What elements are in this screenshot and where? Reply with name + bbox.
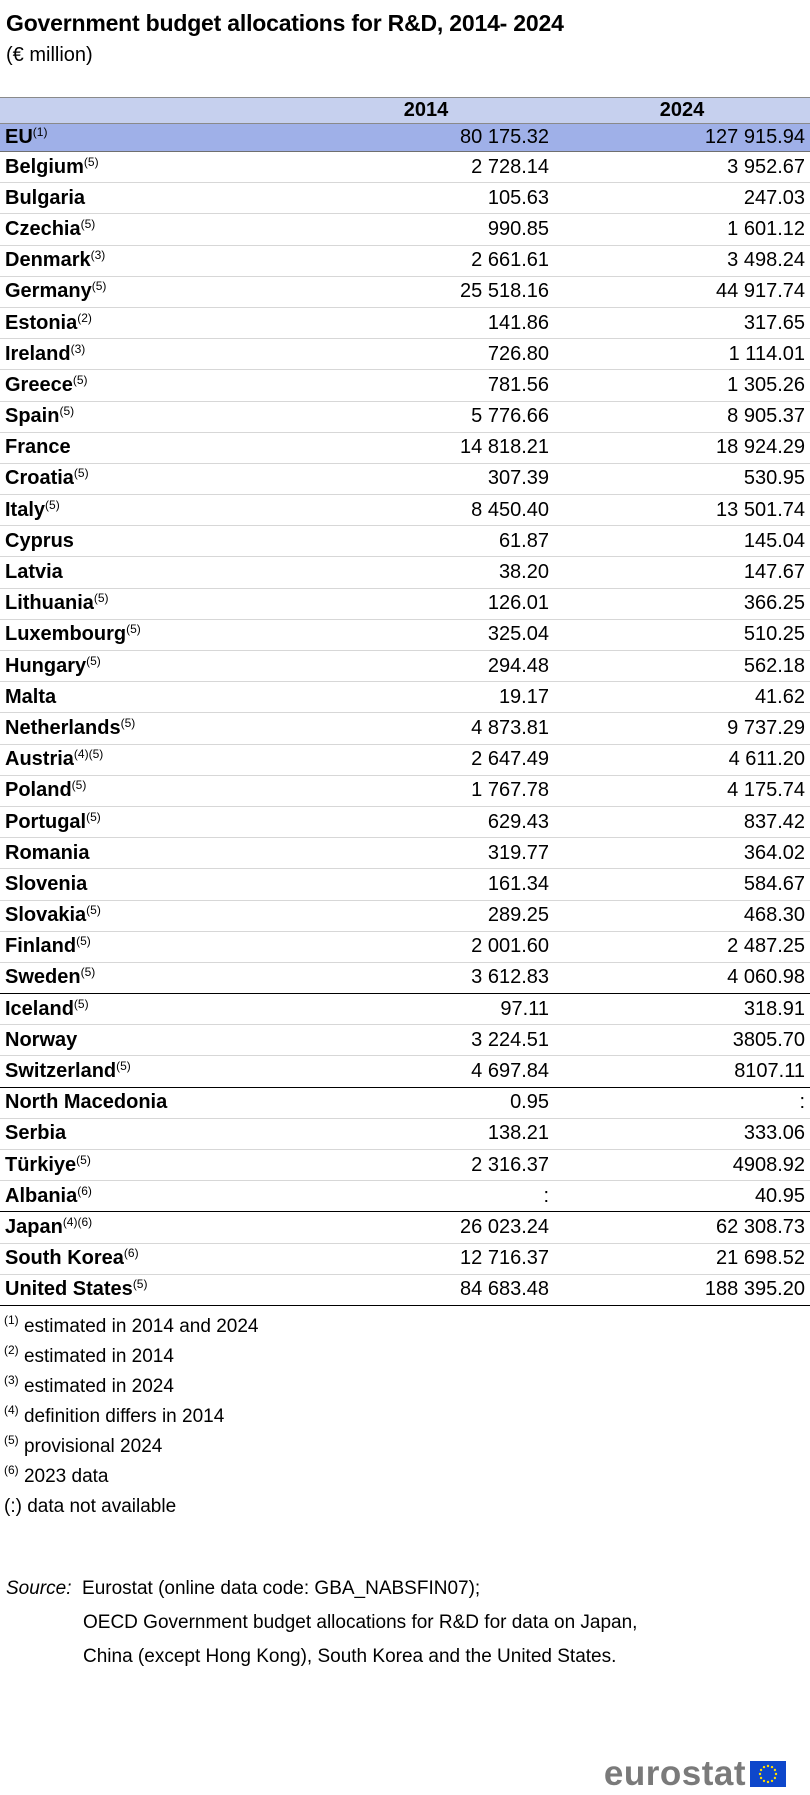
value-2024: 4 611.20 (554, 744, 810, 775)
row-label (0, 651, 298, 682)
value-2014: 126.01 (298, 588, 554, 619)
footnote-marker: (5) (126, 622, 141, 637)
footnote-marker: (5) (80, 216, 96, 231)
country-name: Switzerland (5, 1060, 117, 1083)
footnote-mark: (2) (4, 1343, 19, 1357)
row-label (0, 744, 298, 775)
value-2024: 4908.92 (554, 1150, 810, 1181)
table-row (0, 1212, 810, 1243)
source-line-1: Eurostat (online data code: GBA_NABSFIN07); (82, 1578, 481, 1599)
row-label (0, 370, 298, 401)
country-name: Cyprus (5, 529, 74, 552)
value-2014: 1 767.78 (298, 775, 554, 806)
table-row (0, 370, 810, 401)
value-2024: 247.03 (554, 183, 810, 214)
table-row (0, 994, 810, 1025)
country-name: Czechia (5, 217, 81, 240)
value-2024: 3805.70 (554, 1025, 810, 1056)
value-2014: 97.11 (298, 994, 554, 1025)
footnote-marker: (5) (86, 809, 101, 824)
value-2014: 8 450.40 (298, 495, 554, 526)
table-row (0, 619, 810, 650)
value-2014: 4 873.81 (298, 713, 554, 744)
footnote-item (4, 1492, 258, 1522)
row-label (0, 775, 298, 806)
footnote-marker: (4)(5) (73, 747, 104, 762)
table-row (0, 1243, 810, 1274)
table-row (0, 1118, 810, 1149)
value-2024: 1 114.01 (554, 339, 810, 370)
footnote-marker: (5) (72, 372, 88, 387)
country-name: Austria (5, 748, 74, 771)
country-name: Germany (5, 280, 92, 303)
country-name: Serbia (5, 1122, 67, 1145)
country-name: Sweden (5, 966, 81, 989)
country-name: Türkiye (5, 1153, 77, 1176)
country-name: Bulgaria (5, 186, 86, 209)
table-row (0, 1025, 810, 1056)
footnote-marker: (3) (70, 341, 86, 356)
flag-star (763, 1780, 765, 1782)
country-name: Latvia (5, 561, 63, 584)
flag-star (759, 1773, 761, 1775)
value-2024: 333.06 (554, 1118, 810, 1149)
row-label (0, 1212, 298, 1243)
country-name: France (5, 436, 71, 459)
row-label (0, 994, 298, 1025)
country-name: Estonia (5, 311, 78, 334)
value-2024: 44 917.74 (554, 276, 810, 307)
footnote-text: definition differs in 2014 (23, 1406, 225, 1427)
footnote-mark: (3) (4, 1373, 19, 1387)
table-row (0, 900, 810, 931)
footnote-marker: (5) (45, 497, 60, 512)
footnote-marker: (5) (116, 1059, 131, 1074)
value-2024: 530.95 (554, 463, 810, 494)
country-name: EU (5, 126, 33, 148)
country-name: Hungary (5, 654, 87, 677)
flag-star (771, 1780, 773, 1782)
eurostat-logo (604, 1756, 786, 1792)
footnote-item (4, 1312, 258, 1342)
row-label (0, 276, 298, 307)
table-row (0, 588, 810, 619)
table-row (0, 1181, 810, 1212)
table-row (0, 152, 810, 183)
footnote-marker: (5) (93, 591, 109, 606)
value-2024: 4 060.98 (554, 962, 810, 993)
table-row (0, 463, 810, 494)
row-label (0, 183, 298, 214)
value-2024: 2 487.25 (554, 931, 810, 962)
value-2014: 0.95 (298, 1087, 554, 1118)
column-header-2014: 2014 (298, 98, 554, 124)
row-label (0, 1118, 298, 1149)
table-row (0, 651, 810, 682)
table-row (0, 931, 810, 962)
footnote-marker: (5) (91, 279, 107, 294)
source-label: Source: (6, 1578, 72, 1599)
table-row (0, 526, 810, 557)
country-name: Luxembourg (5, 623, 127, 646)
value-2014: 19.17 (298, 682, 554, 713)
value-2014: 2 661.61 (298, 245, 554, 276)
row-label (0, 557, 298, 588)
country-name: Japan (5, 1215, 63, 1238)
row-label (0, 214, 298, 245)
country-name: North Macedonia (5, 1091, 168, 1114)
footnote-marker: (5) (83, 154, 99, 169)
table-row (0, 307, 810, 338)
row-label (0, 526, 298, 557)
country-name: Croatia (5, 467, 74, 490)
table-row (0, 495, 810, 526)
table-row (0, 775, 810, 806)
value-2014: 25 518.16 (298, 276, 554, 307)
footnote-item (4, 1342, 258, 1372)
row-label (0, 588, 298, 619)
table-row (0, 1087, 810, 1118)
value-2014: 14 818.21 (298, 432, 554, 463)
footnote-text: estimated in 2024 (23, 1376, 174, 1397)
value-2014: : (298, 1181, 554, 1212)
footnote-item (4, 1432, 258, 1462)
value-2014: 990.85 (298, 214, 554, 245)
country-name: Netherlands (5, 716, 121, 739)
country-name: Ireland (5, 342, 71, 365)
eu-flag-icon (750, 1761, 786, 1787)
value-2024: 21 698.52 (554, 1243, 810, 1274)
footnote-marker: (4)(6) (62, 1214, 93, 1229)
table-row (0, 806, 810, 837)
value-2014: 2 001.60 (298, 931, 554, 962)
value-2014: 2 728.14 (298, 152, 554, 183)
table-row (0, 339, 810, 370)
table-row (0, 1274, 810, 1305)
footnote-item (4, 1462, 258, 1492)
value-2024: 837.42 (554, 806, 810, 837)
table-row (0, 276, 810, 307)
table-row (0, 214, 810, 245)
value-2014: 4 697.84 (298, 1056, 554, 1087)
value-2014: 141.86 (298, 307, 554, 338)
country-name: Slovakia (5, 904, 87, 927)
value-2014: 3 224.51 (298, 1025, 554, 1056)
row-label (0, 713, 298, 744)
country-name: Lithuania (5, 592, 94, 615)
footnote-marker: (5) (76, 1152, 91, 1167)
value-2024: 1 601.12 (554, 214, 810, 245)
footnote-marker: (1) (32, 125, 48, 139)
country-name: Finland (5, 935, 77, 958)
footnote-item (4, 1372, 258, 1402)
value-2024: 3 952.67 (554, 152, 810, 183)
table-row (0, 744, 810, 775)
value-2024: 9 737.29 (554, 713, 810, 744)
value-2014: 2 316.37 (298, 1150, 554, 1181)
footnote-text: estimated in 2014 (23, 1346, 174, 1367)
country-name: United States (5, 1278, 133, 1301)
footnote-marker: (5) (86, 903, 101, 918)
country-name: Slovenia (5, 872, 88, 895)
footnote-text: 2023 data (23, 1466, 109, 1487)
row-label (0, 401, 298, 432)
country-name: Belgium (5, 155, 84, 178)
table-row (0, 838, 810, 869)
row-label (0, 1181, 298, 1212)
row-label (0, 838, 298, 869)
row-label (0, 682, 298, 713)
value-2014: 2 647.49 (298, 744, 554, 775)
value-2014: 26 023.24 (298, 1212, 554, 1243)
value-2014: 105.63 (298, 183, 554, 214)
value-2014: 38.20 (298, 557, 554, 588)
table-row (0, 1150, 810, 1181)
table-row (0, 682, 810, 713)
table-row (0, 713, 810, 744)
country-name: Poland (5, 779, 72, 802)
value-2024: 40.95 (554, 1181, 810, 1212)
value-2024: 318.91 (554, 994, 810, 1025)
value-2024: 584.67 (554, 869, 810, 900)
value-2024: 364.02 (554, 838, 810, 869)
value-2024: 41.62 (554, 682, 810, 713)
table-row (0, 183, 810, 214)
table-row (0, 245, 810, 276)
row-label (0, 619, 298, 650)
value-2024: 1 305.26 (554, 370, 810, 401)
footnote-marker: (5) (80, 965, 96, 980)
page-subtitle: (€ million) (6, 44, 93, 66)
footnote-marker: (5) (86, 653, 101, 668)
country-name: Norway (5, 1028, 78, 1051)
row-label (0, 869, 298, 900)
value-2014: 80 175.32 (298, 124, 554, 152)
value-2014: 781.56 (298, 370, 554, 401)
value-2014: 161.34 (298, 869, 554, 900)
country-name: Iceland (5, 997, 74, 1020)
value-2024: 562.18 (554, 651, 810, 682)
row-label (0, 432, 298, 463)
value-2014: 726.80 (298, 339, 554, 370)
table-body (0, 124, 810, 1306)
footnote-text: (:) data not available (4, 1496, 177, 1517)
footnote-marker: (5) (73, 466, 89, 481)
value-2024: : (554, 1087, 810, 1118)
flag-star (760, 1769, 762, 1771)
footnote-marker: (5) (71, 778, 87, 793)
row-label (0, 152, 298, 183)
footnote-mark: (6) (4, 1463, 19, 1477)
page-title: Government budget allocations for R&D, 2014- 2024 (6, 10, 564, 36)
footnote-text: estimated in 2014 and 2024 (23, 1316, 259, 1337)
row-label (0, 495, 298, 526)
row-label (0, 1025, 298, 1056)
value-2014: 629.43 (298, 806, 554, 837)
value-2024: 145.04 (554, 526, 810, 557)
footnote-marker: (5) (73, 996, 89, 1011)
country-name: Italy (5, 498, 46, 521)
country-name: Malta (5, 685, 57, 708)
value-2014: 289.25 (298, 900, 554, 931)
table-row (0, 124, 810, 152)
value-2014: 5 776.66 (298, 401, 554, 432)
row-label (0, 1056, 298, 1087)
footnote-marker: (2) (77, 310, 92, 325)
row-label (0, 1087, 298, 1118)
footnote-mark: (5) (4, 1433, 19, 1447)
value-2024: 4 175.74 (554, 775, 810, 806)
value-2024: 510.25 (554, 619, 810, 650)
flag-star (774, 1777, 776, 1779)
value-2014: 138.21 (298, 1118, 554, 1149)
source-line-3: China (except Hong Kong), South Korea and the United States. (83, 1646, 617, 1667)
row-label (0, 1274, 298, 1305)
value-2024: 468.30 (554, 900, 810, 931)
column-header-country (0, 98, 298, 124)
country-name: Spain (5, 405, 60, 428)
value-2014: 12 716.37 (298, 1243, 554, 1274)
footnote-item (4, 1402, 258, 1432)
footnote-marker: (5) (120, 715, 136, 730)
logo-wordmark: eurostat (603, 1754, 746, 1793)
value-2014: 61.87 (298, 526, 554, 557)
value-2014: 84 683.48 (298, 1274, 554, 1305)
country-name: Portugal (5, 810, 87, 833)
flag-star (767, 1781, 769, 1783)
value-2024: 366.25 (554, 588, 810, 619)
footnote-marker: (5) (132, 1277, 148, 1292)
row-label (0, 962, 298, 993)
value-2014: 294.48 (298, 651, 554, 682)
footnote-marker: (6) (123, 1246, 139, 1261)
footnotes (4, 1312, 258, 1522)
value-2024: 62 308.73 (554, 1212, 810, 1243)
row-label (0, 900, 298, 931)
footnote-text: provisional 2024 (23, 1436, 163, 1457)
footnote-marker: (6) (77, 1183, 92, 1198)
table-row (0, 401, 810, 432)
footnote-mark: (4) (4, 1403, 19, 1417)
country-name: Romania (5, 841, 90, 864)
value-2024: 13 501.74 (554, 495, 810, 526)
country-name: Greece (5, 373, 73, 396)
footnote-marker: (3) (90, 248, 106, 263)
country-name: South Korea (5, 1247, 124, 1270)
source-line-2: OECD Government budget allocations for R&D for data on Japan, (83, 1612, 638, 1633)
row-label (0, 1243, 298, 1274)
value-2014: 3 612.83 (298, 962, 554, 993)
footnote-marker: (5) (59, 404, 75, 419)
table-row (0, 962, 810, 993)
data-table-container (0, 97, 810, 1306)
country-name: Albania (5, 1184, 78, 1207)
value-2024: 8 905.37 (554, 401, 810, 432)
table-header-row (0, 98, 810, 124)
flag-star (771, 1766, 773, 1768)
table-row (0, 869, 810, 900)
row-label (0, 307, 298, 338)
row-label (0, 931, 298, 962)
table-row (0, 432, 810, 463)
table-row (0, 1056, 810, 1087)
value-2024: 18 924.29 (554, 432, 810, 463)
footnote-marker: (5) (76, 934, 91, 949)
flag-star (763, 1766, 765, 1768)
row-label (0, 1150, 298, 1181)
source-block (6, 1572, 637, 1674)
value-2014: 325.04 (298, 619, 554, 650)
table-row (0, 557, 810, 588)
flag-star (774, 1769, 776, 1771)
footnote-mark: (1) (4, 1313, 19, 1327)
value-2024: 147.67 (554, 557, 810, 588)
column-header-2024: 2024 (554, 98, 810, 124)
flag-star (760, 1777, 762, 1779)
row-label (0, 245, 298, 276)
value-2014: 319.77 (298, 838, 554, 869)
value-2024: 3 498.24 (554, 245, 810, 276)
row-label (0, 463, 298, 494)
flag-star (775, 1773, 777, 1775)
value-2024: 8107.11 (554, 1056, 810, 1087)
country-name: Denmark (5, 249, 91, 272)
value-2024: 317.65 (554, 307, 810, 338)
row-label (0, 806, 298, 837)
value-2014: 307.39 (298, 463, 554, 494)
value-2024: 188 395.20 (554, 1274, 810, 1305)
row-label (0, 339, 298, 370)
data-table (0, 97, 810, 1306)
value-2024: 127 915.94 (554, 124, 810, 152)
flag-star (767, 1765, 769, 1767)
row-label (0, 124, 298, 152)
